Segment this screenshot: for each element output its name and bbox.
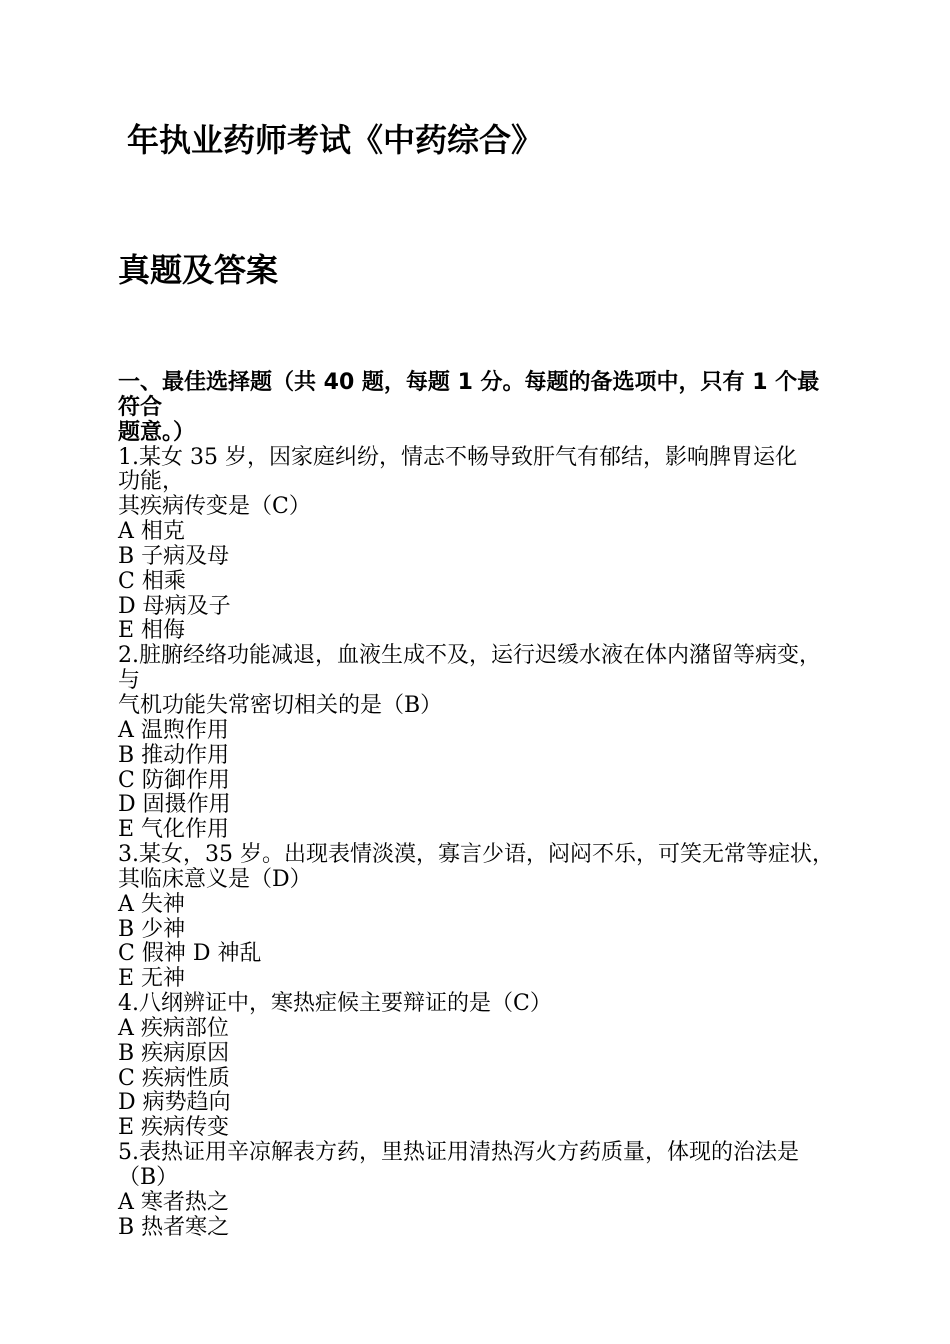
text-line: A 相克 [118,519,185,545]
text-line: 3.某女，35 岁。出现表情淡漠，寡言少语，闷闷不乐，可笑无常等症状， [118,842,834,868]
text-line: A 疾病部位 [118,1015,229,1041]
text-line: B 热者寒之 [118,1214,230,1240]
text-line: C 相乘 [118,568,186,594]
text-line: E 无神 [118,966,186,992]
text-line: 1.某女 35 岁，因家庭纠纷，情志不畅导致肝气有郁结，影响脾胃运化 [118,444,797,470]
text-line: 气机功能失常密切相关的是（B） [118,692,443,718]
text-line: 4.八纲辨证中，寒热症候主要辩证的是（C） [118,991,552,1017]
text-line: E 气化作用 [118,817,230,843]
text-line: C 防御作用 [118,767,230,793]
text-line: A 温煦作用 [118,717,229,743]
text-line: B 推动作用 [118,742,230,768]
text-line: A 寒者热之 [118,1189,229,1215]
section-heading-line: 符合 [118,394,163,420]
text-line: B 疾病原因 [118,1040,230,1066]
document-body [118,371,888,1241]
text-line: 2.脏腑经络功能减退，血液生成不及，运行迟缓水液在体内潴留等病变， [118,643,821,669]
text-line: 5.表热证用辛凉解表方药，里热证用清热泻火方药质量，体现的治法是 [118,1140,799,1166]
text-line: 其临床意义是（D） [118,866,312,892]
document-title: 年执业药师考试《中药综合》 [127,121,544,159]
text-line: D 病势趋向 [118,1090,231,1116]
text-line: E 相侮 [118,618,186,644]
text-line: 功能， [118,469,185,495]
text-line: C 疾病性质 [118,1065,230,1091]
text-line: D 母病及子 [118,593,231,619]
section-heading-line: 一、最佳选择题（共 40 题，每题 1 分。每题的备选项中，只有 1 个最 [118,370,820,395]
document-subtitle: 真题及答案 [118,251,279,289]
text-line: 与 [118,668,141,694]
text-line: B 少神 [118,916,186,942]
text-line: D 固摄作用 [118,792,231,818]
section-heading-line: 题意。） [118,419,196,445]
text-line: C 假神 D 神乱 [118,941,262,967]
text-line: A 失神 [118,891,185,917]
text-line: 其疾病传变是（C） [118,494,311,520]
text-line: E 疾病传变 [118,1115,230,1141]
text-line: B 子病及母 [118,543,230,569]
text-line: （B） [118,1165,179,1190]
